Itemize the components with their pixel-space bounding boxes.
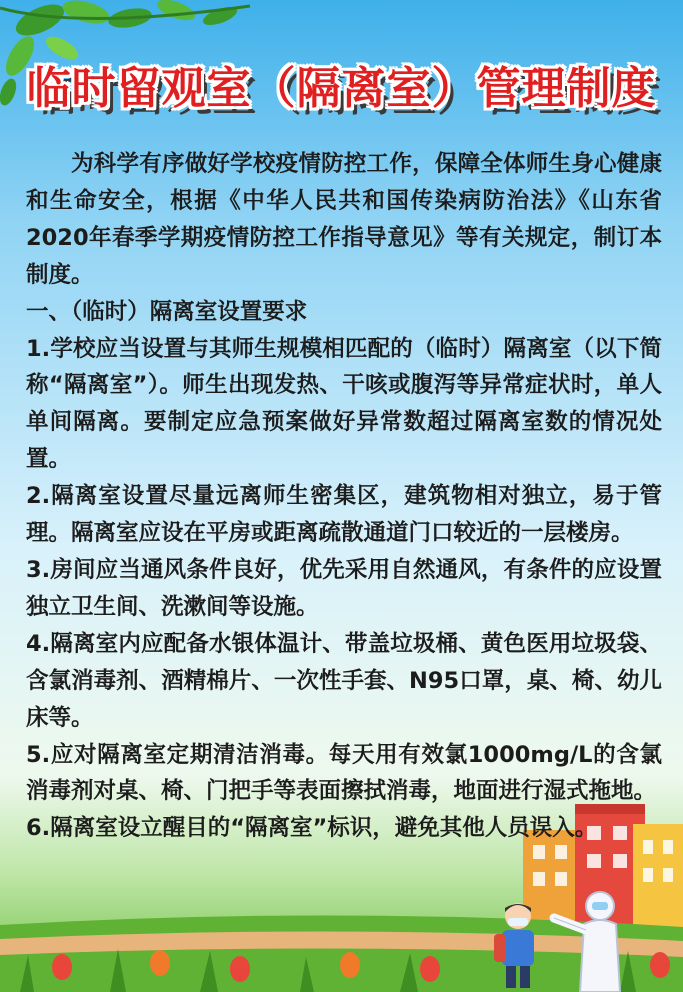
list-item: 5.应对隔离室定期清洁消毒。每天用有效氯1000mg/L的含氯消毒剂对桌、椅、门把手等表面擦拭消毒，地面进行湿式拖地。 [26, 741, 662, 805]
medical-worker-in-protective-suit-icon [548, 890, 628, 992]
regulation-body [26, 146, 662, 847]
section-heading: 一、（临时）隔离室设置要求 [26, 298, 308, 325]
list-item: 1.学校应当设置与其师生规模相匹配的（临时）隔离室（以下简称“隔离室”）。师生出现发热、干咳或腹泻等异常症状时，单人单间隔离。要制定应急预案做好异常数超过隔离室数的情况处置。 [26, 335, 662, 473]
list-item: 3.房间应当通风条件良好，优先采用自然通风，有条件的应设置独立卫生间、洗漱间等设施。 [26, 556, 662, 620]
list-item: 2.隔离室设置尽量远离师生密集区，建筑物相对独立，易于管理。隔离室应设在平房或距离疏散通道门口较近的一层楼房。 [26, 483, 662, 547]
intro-paragraph: 为科学有序做好学校疫情防控工作，保障全体师生身心健康和生命安全，根据《中华人民共和国传染病防治法》《山东省2020年春季学期疫情防控工作指导意见》等有关规定，制订本制度。 [26, 151, 662, 288]
student-with-backpack-icon [488, 900, 548, 992]
list-item: 4.隔离室内应配备水银体温计、带盖垃圾桶、黄色医用垃圾袋、含氯消毒剂、酒精棉片、一次性手套、N95口罩，桌、椅、幼儿床等。 [26, 630, 662, 731]
list-item: 6.隔离室设立醒目的“隔离室”标识，避免其他人员误入。 [26, 815, 598, 842]
page-title: 临时留观室（隔离室）管理制度 [26, 63, 657, 114]
